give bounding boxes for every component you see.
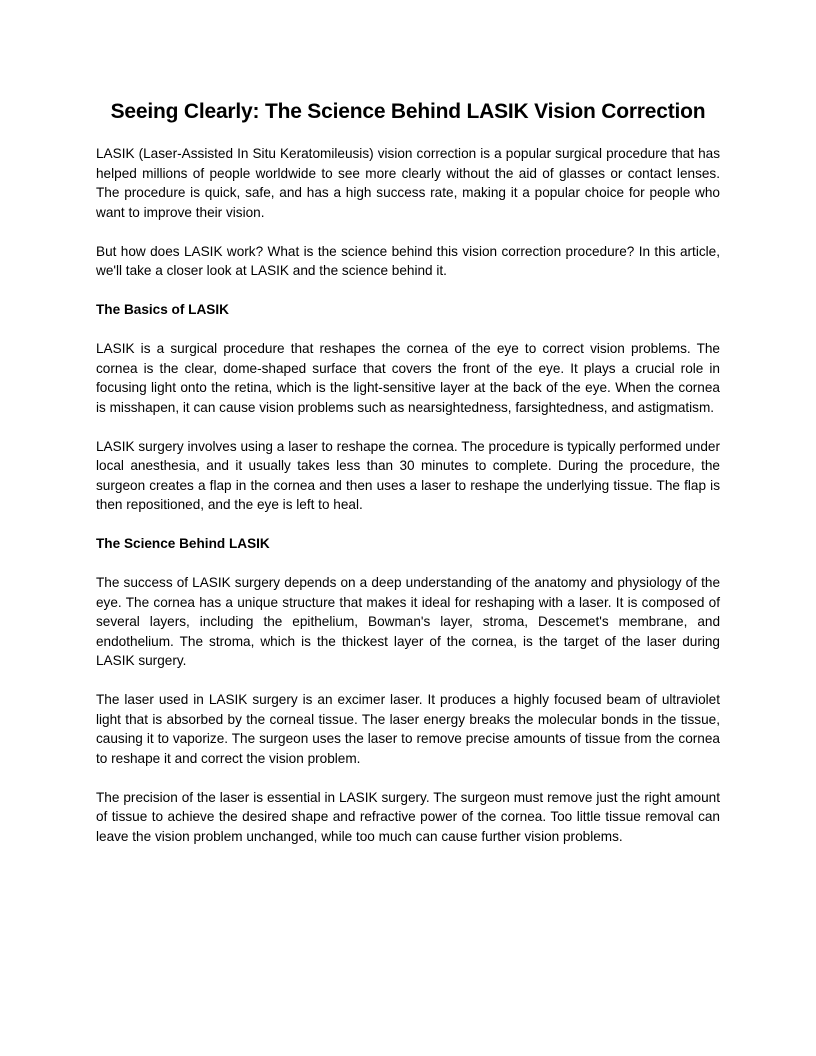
- spacer: [96, 554, 720, 574]
- document-page: [96, 92, 720, 846]
- spacer: [96, 515, 720, 535]
- science-paragraph-2: The laser used in LASIK surgery is an excimer laser. It produces a highly focused beam of ultraviolet light that is absorbed by the corneal tissue. The laser energy breaks the molecular bonds in the tissue, causing it to vaporize. The surgeon uses the laser to remove precise amounts of tissue from the cornea to reshape it and correct the vision problem.: [96, 692, 720, 766]
- section-heading-basics: The Basics of LASIK: [96, 302, 229, 317]
- spacer: [96, 671, 720, 691]
- basics-paragraph-2: LASIK surgery involves using a laser to reshape the cornea. The procedure is typically performed under local anesthesia, and it usually takes less than 30 minutes to complete. During the procedure, the surgeon creates a flap in the cornea and then uses a laser to reshape the underlying tissue. The flap is then repositioned, and the eye is left to heal.: [96, 438, 720, 512]
- spacer: [96, 281, 720, 301]
- science-paragraph-3: The precision of the laser is essential in LASIK surgery. The surgeon must remove just the right amount of tissue to achieve the desired shape and refractive power of the cornea. Too little tissue removal can leave the vision problem unchanged, while too much can cause further vision problems.: [96, 789, 720, 844]
- spacer: [96, 132, 720, 144]
- spacer: [96, 417, 720, 437]
- spacer: [96, 222, 720, 242]
- spacer: [96, 768, 720, 788]
- intro-paragraph-1: LASIK (Laser-Assisted In Situ Keratomileusis) vision correction is a popular surgical procedure that has helped millions of people worldwide to see more clearly without the aid of glasses or contact lenses. The procedure is quick, safe, and has a high success rate, making it a popular choice for people who want to improve their vision.: [96, 146, 720, 220]
- basics-paragraph-1: LASIK is a surgical procedure that reshapes the cornea of the eye to correct vision problems. The cornea is the clear, dome-shaped surface that covers the front of the eye. It plays a crucial role in focusing light onto the retina, which is the light-sensitive layer at the back of the eye. When the cornea is misshapen, it can cause vision problems such as nearsightedness, farsightedness, and astigmatism.: [96, 341, 720, 415]
- spacer: [96, 320, 720, 340]
- intro-paragraph-2: But how does LASIK work? What is the science behind this vision correction procedure? In this article, we'll take a closer look at LASIK and the science behind it.: [96, 243, 720, 278]
- document-title: Seeing Clearly: The Science Behind LASIK Vision Correction: [110, 100, 706, 123]
- science-paragraph-1: The success of LASIK surgery depends on a deep understanding of the anatomy and physiology of the eye. The cornea has a unique structure that makes it ideal for reshaping with a laser. It is composed of several layers, including the epithelium, Bowman's layer, stroma, Descemet's membrane, and endothelium. The stroma, which is the thickest layer of the cornea, is the target of the laser during LASIK surgery.: [96, 575, 720, 668]
- section-heading-science: The Science Behind LASIK: [96, 536, 270, 551]
